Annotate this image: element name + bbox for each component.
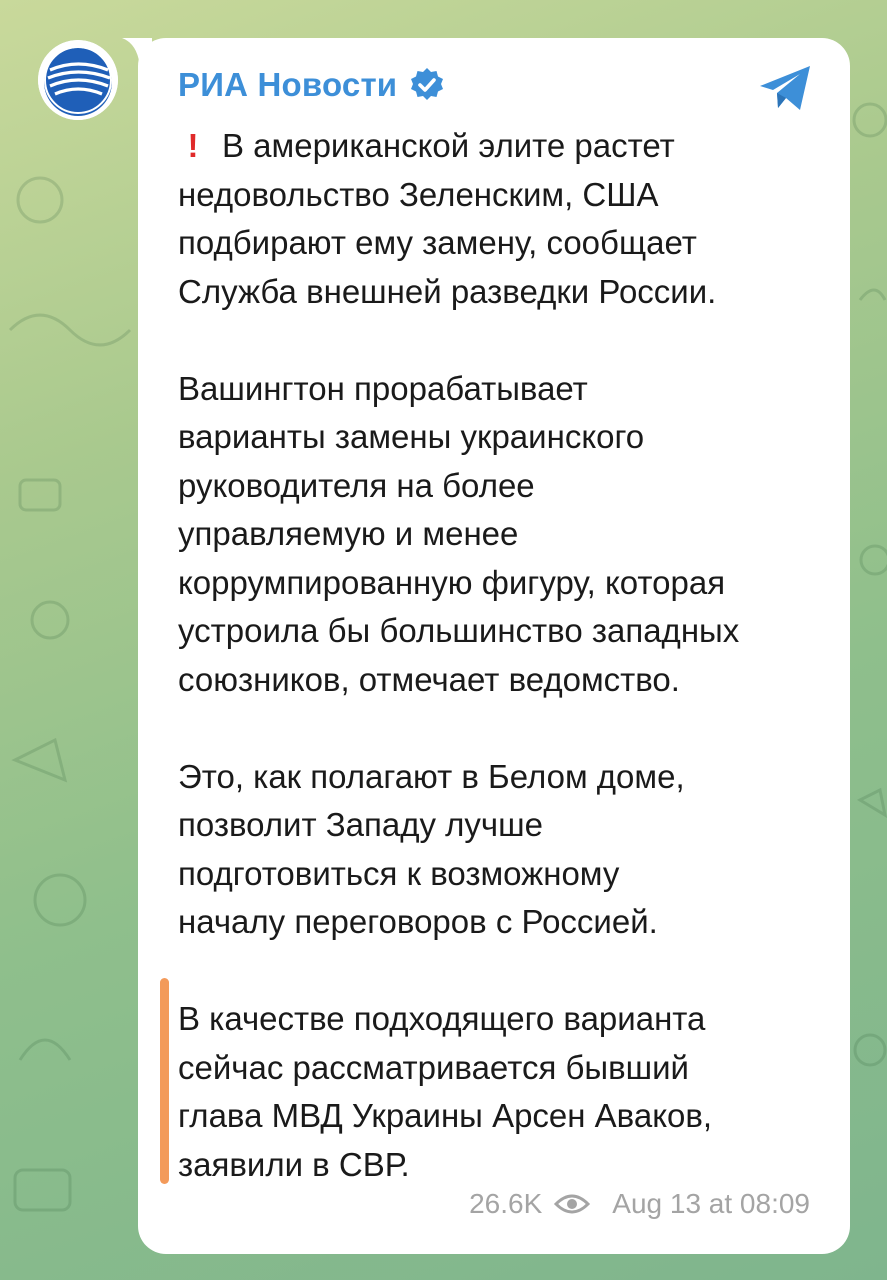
quote-highlight-bar: [160, 978, 169, 1184]
message-bubble: [138, 38, 850, 1254]
paragraph-text: В американской элите растет недовольство Зеленским, США подбирают ему замену, сообщает Служба внешней разведки России.: [178, 127, 717, 310]
message-paragraph: Это, как полагают в Белом доме, позволит Западу лучше подготовиться к возможному началу переговоров с Россией.: [178, 757, 685, 940]
eye-icon: [554, 1192, 590, 1216]
message-timestamp: Aug 13 at 08:09: [612, 1188, 810, 1219]
channel-header[interactable]: [178, 66, 445, 104]
verified-badge-icon: [409, 67, 445, 103]
ria-logo-icon: [38, 40, 118, 120]
channel-name[interactable]: РИА Новости: [178, 66, 398, 103]
telegram-share-icon[interactable]: [756, 62, 814, 114]
message-paragraph: Вашингтон прорабатывает варианты замены украинского руководителя на более управляемую и менее коррумпированную фигуру, которая устроила бы большинство западных союзников, отмечает ведомство.: [178, 369, 740, 698]
message-paragraph: [178, 122, 828, 316]
message-meta: [469, 1188, 810, 1220]
message-paragraph-quoted: В качестве подходящего варианта сейчас рассматривается бывший глава МВД Украины Арсен Аваков, заявили в СВР.: [178, 1000, 713, 1183]
channel-avatar[interactable]: [38, 40, 118, 120]
exclamation-icon: !: [187, 127, 199, 164]
message-text: [178, 122, 828, 1189]
views-count: 26.6K: [469, 1188, 543, 1219]
